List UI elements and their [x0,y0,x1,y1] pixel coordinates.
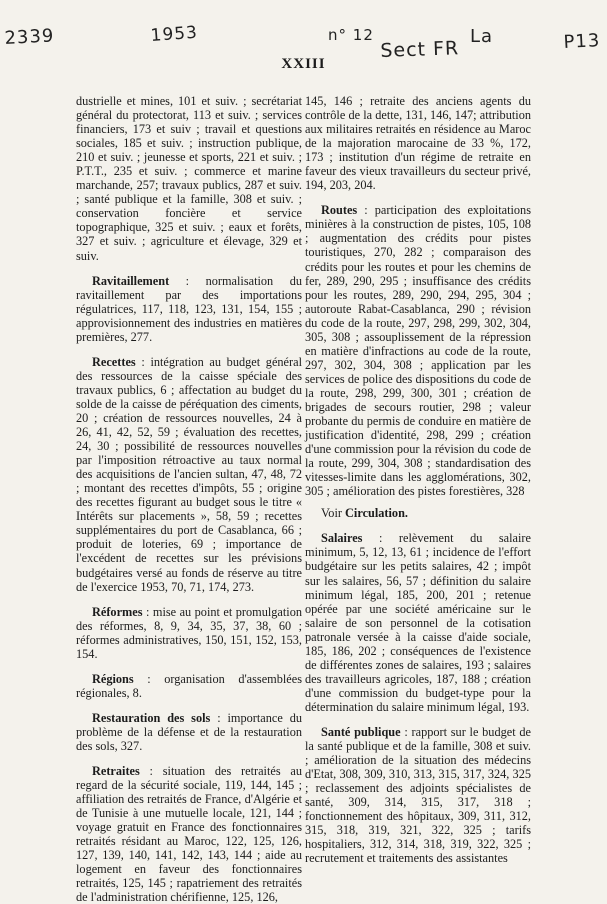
entry-text: : intégration au budget général des ressources de la caisse spéciale des travaux publics, 6 ; affectation au budget du solde de la caisse de péréquation des ciments, 20 ; création de ressources nouvelles, 24 à 26, 41, 42, 52, 59 ; évaluation des recettes, 24, 30 ; possibilité de ressources nouvelles par l'imposition rétroactive au taux normal des acquisitions de l'ancien sultan, 47, 48, 72 ; montant des recettes d'impôts, 55 ; origine des recettes figurant au budget sous le titre « Intérêts sur placements », 58, 59 ; recettes supplémentaires du port de Casablanca, 66 ; produit de loteries, 69 ; importance de l'excédent de recettes sur les prévisions budgétaires versé au fonds de réserve au titre de l'exercice 1953, 70, 71, 174, 273. [76,354,302,594]
handwritten-la: La [470,26,494,47]
entry-text: : situation des retraités au regard de la sécurité sociale, 119, 144, 145 ; affiliation des retraités de France, d'Algérie et de Tunisie à une mutuelle locale, 121, 144 ; voyage gratuit en France des fonctionnaires retraités résidant au Maroc, 122, 125, 126, 127, 139, 140, 141, 142, 143, 144 ; aide au logement en faveur des fonctionnaires retraités, 125, 145 ; rapatriement des retraités de l'administration chérifienne, 125, 126, [76,764,302,904]
entry-keyword: Ravitaillement [92,273,170,288]
entry-keyword: Régions [92,671,134,686]
index-column-left [76,94,302,904]
handwritten-year: 1953 [150,22,199,46]
entry-keyword: Routes [321,203,358,218]
handwritten-number: 2339 [4,25,55,49]
entry-text: dustrielle et mines, 101 et suiv. ; secrétariat général du protectorat, 113 et suiv. ; services financiers, 173 et suiv ; travail et questions sociales, 185 et suiv. ; instruction publique, 210 et suiv. ; jeunesse et sports, 221 et suiv. ; P.T.T., 235 et suiv. ; commerce et marine marchande, 257; travaux publics, 287 et suiv. ; santé publique et la famille, 308 et suiv. ; conservation foncière et service topographique, 325 et suiv. ; eaux et forêts, 327 et suiv. ; agriculture et élevage, 329 et suiv. [76,94,302,263]
handwritten-section: Sect FR [380,37,460,62]
index-entry [76,94,302,263]
entry-text: : rapport sur le budget de la santé publique et de la famille, 308 et suiv. ; amélioration de la situation des médecins d'Etat, 308, 309, 310, 313, 315, 317, 324, 325 ; reclassement des adjoints spécialistes de santé, 309, 314, 315, 317, 318 ; fonctionnement des hôpitaux, 309, 311, 312, 315, 318, 319, 321, 322, 325 ; tarifs hospitaliers, 312, 314, 318, 319, 322, 325 ; recrutement et traitements des assistantes [305,724,531,866]
entry-text: : mise au point et promulgation des réformes, 8, 9, 34, 35, 37, 38, 60 ; réformes administratives, 150, 151, 152, 153, 154. [76,604,302,661]
entry-text: : normalisation du ravitaillement par des importations régulatrices, 117, 118, 123, 131, 154, 155 ; approvisionnement des industries en matières premières, 277. [76,273,302,344]
entry-text: : participation des exploitations minières à la construction de pistes, 105, 108 ; augmentation des crédits pour pistes touristiques, 270, 282 ; comparaison des crédits pour les routes et pour les chemins de fer, 289, 290, 295 ; insuffisance des crédits pour les routes, 289, 290, 294, 295, 304 ; autoroute Rabat-Casablanca, 290 ; révision du code de la route, 297, 298, 299, 302, 304, 305, 308 ; assouplissement de la répression en matière d'infractions au code de la route, 297, 302, 304, 308 ; application par les services de police des dispositions du code de la route, 298, 299, 300, 301 ; création de brigades de secours routier, 298 ; valeur probante du permis de conduire en matière de justification d'identité, 298, 299 ; création d'une commission pour la révision du code de la route, 299, 304, 308 ; standardisation des vitesses-limite dans les agglomérations, 302, 305 ; amélioration des pistes forestières, 328 [305,203,531,499]
entry-text: : relèvement du salaire minimum, 5, 12, 13, 61 ; incidence de l'effort budgétaire sur les petits salaires, 42 ; impôt sur les salaires, 56, 57 ; définition du salaire minimum légal, 185, 200, 201 ; retenue opérée par une société américaine sur le salaire de son personnel de la cotisation patronale versée à la caisse d'aide sociale, 185, 186, 202 ; conséquences de l'existence de différentes zones de salaires, 193 ; salaires des travailleurs agricoles, 187, 188 ; création d'une commission du budget-type pour la détermination du salaire minimum légal, 193. [305,531,531,714]
index-entry [305,725,531,865]
index-entry [305,203,531,498]
see-target: Circulation. [345,506,408,521]
index-entry [76,355,302,594]
index-entry [305,531,531,714]
entry-text: : organisation d'assemblées régionales, 8. [76,671,302,700]
handwritten-issue: n° 12 [328,26,374,44]
entry-keyword: Réformes [92,604,143,619]
index-entry [76,605,302,661]
index-entry [76,711,302,753]
index-entry [76,764,302,904]
see-label: Voir [321,506,346,521]
entry-keyword: Salaires [321,531,363,546]
entry-keyword: Recettes [92,354,136,369]
index-entry [76,672,302,700]
handwritten-code: P13 [563,30,601,53]
page-number: XXIII [281,56,326,72]
entry-keyword: Restauration des sols [92,710,211,725]
index-entry [76,274,302,344]
index-column-right [305,94,531,865]
entry-text: 145, 146 ; retraite des anciens agents du contrôle de la dette, 131, 146, 147; attribution aux militaires retraités en résidence au Maroc de la majoration marocaine de 33 %, 172, 173 ; institution d'un régime de retraite en faveur des vieux travailleurs du secteur privé, 194, 203, 204. [305,94,531,193]
entry-text: : importance du problème de la défense et de la restauration des sols, 327. [76,710,302,753]
entry-keyword: Retraites [92,764,140,779]
cross-reference [305,506,531,520]
index-entry [305,94,531,192]
entry-keyword: Santé publique [321,724,401,739]
